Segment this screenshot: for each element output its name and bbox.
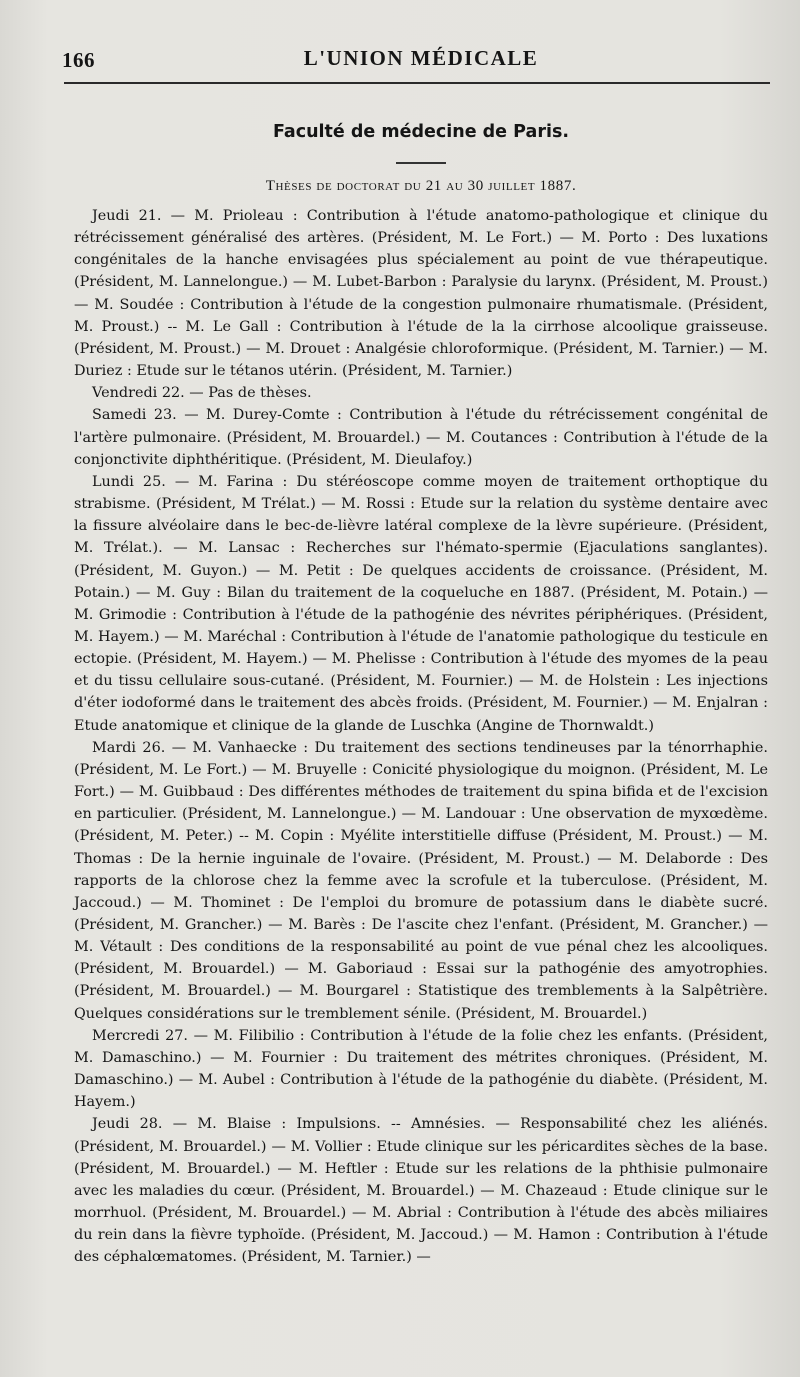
title-divider <box>396 162 446 164</box>
header-rule <box>64 82 770 84</box>
paragraph-mercredi-27: Mercredi 27. — M. Filibilio : Contribution à l'étude de la folie chez les enfants. (Président, M. Damaschino.) — M. Fournier : Du traitement des métrites chroniques. (Président, M. Damaschino.) — M. Aubel : Contribution à l'étude de la pathogénie du diabète. (Président, M. Hayem.) <box>74 1027 768 1111</box>
body-text <box>74 205 768 1269</box>
paragraph-samedi-23: Samedi 23. — M. Durey-Comte : Contribution à l'étude du rétrécissement congénital de l'artère pulmonaire. (Président, M. Brouardel.) — M. Coutances : Contribution à l'étude de la conjonctivite diphthéritique. (Président, M. Dieulafoy.) <box>74 407 768 468</box>
page-number: 166 <box>62 48 95 72</box>
paragraph-vendredi-22: Vendredi 22. — Pas de thèses. <box>92 385 312 402</box>
section-subheading: Thèses de doctorat du 21 au 30 juillet 1887. <box>265 178 577 194</box>
paragraph-jeudi-21: Jeudi 21. — M. Prioleau : Contribution à l'étude anatomo-pathologique et clinique du rétrécissement généralisé des artères. (Président, M. Le Fort.) — M. Porto : Des luxations congénitales de la hanche envisagées plus spécialement au point de vue thérapeutique. (Président, M. Lannelongue.) — M. Lubet-Barbon : Paralysie du larynx. (Président, M. Proust.) — M. Soudée : Contribution à l'étude de la congestion pulmonaire rhumatismale. (Président, M. Proust.) -- M. Le Gall : Contribution à l'étude de la la cirrhose alcoolique graisseuse. (Président, M. Proust.) — M. Drouet : Analgésie chloroformique. (Président, M. Tarnier.) — M. Duriez : Etude sur le tétanos utérin. (Président, M. Tarnier.) <box>74 208 768 380</box>
paragraph-lundi-25: Lundi 25. — M. Farina : Du stéréoscope comme moyen de traitement orthoptique du strabisme. (Président, M Trélat.) — M. Rossi : Etude sur la relation du système dentaire avec la fissure alvéolaire dans le bec-de-lièvre latéral complexe de la lèvre supérieure. (Président, M. Trélat.). — M. Lansac : Recherches sur l'hémato-spermie (Ejaculations sanglantes). (Président, M. Guyon.) — M. Petit : De quelques accidents de croissance. (Président, M. Potain.) — M. Guy : Bilan du traitement de la coqueluche en 1887. (Président, M. Potain.) — M. Grimodie : Contribution à l'étude de la pathogénie des névrites périphériques. (Président, M. Hayem.) — M. Maréchal : Contribution à l'étude de l'anatomie pathologique du testicule en ectopie. (Président, M. Hayem.) — M. Phelisse : Contribution à l'étude des myomes de la peau et du tissu cellulaire sous-cutané. (Président, M. Fournier.) — M. de Holstein : Les injections d'éter iodoformé dans le traitement des abcès froids. (Président, M. Fournier.) — M. Enjalran : Etude anatomique et clinique de la glande de Luschka (Angine de Thornwaldt.) <box>74 473 768 734</box>
journal-title: L'UNION MÉDICALE <box>303 46 539 70</box>
running-header <box>62 44 768 74</box>
paragraph-mardi-26: Mardi 26. — M. Vanhaecke : Du traitement des sections tendineuses par la ténorrhaphie. (Président, M. Le Fort.) — M. Bruyelle : Conicité physiologique du moignon. (Président, M. Le Fort.) — M. Guibbaud : Des différentes méthodes de traitement du spina bifida et de l'excision en particulier. (Président, M. Lannelongue.) — M. Landouar : Une observation de myxœdème. (Président, M. Peter.) -- M. Copin : Myélite interstitielle diffuse (Président, M. Proust.) — M. Thomas : De la hernie inguinale de l'ovaire. (Président, M. Proust.) — M. Delaborde : Des rapports de la chlorose chez la femme avec la scrofule et la tuberculose. (Président, M. Jaccoud.) — M. Thominet : De l'emploi du bromure de potassium dans le diabète sucré. (Président, M. Grancher.) — M. Barès : De l'ascite chez l'enfant. (Président, M. Grancher.) — M. Vétault : Des conditions de la responsabilité au point de vue pénal chez les alcooliques. (Président, M. Brouardel.) — M. Gaboriaud : Essai sur la pathogénie des amyotrophies. (Président, M. Brouardel.) — M. Bourgarel : Statistique des tremblements à la Salpêtrière. Quelques considérations sur le tremblement sénile. (Président, M. Brouardel.) <box>74 739 768 1022</box>
paragraph-jeudi-28: Jeudi 28. — M. Blaise : Impulsions. -- Amnésies. — Responsabilité chez les aliénés. (Président, M. Brouardel.) — M. Vollier : Etude clinique sur les péricardites sèches de la base. (Président, M. Brouardel.) — M. Heftler : Etude sur les relations de la phthisie pulmonaire avec les maladies du cœur. (Président, M. Brouardel.) — M. Chazeaud : Etude clinique sur le morrhuol. (Président, M. Brouardel.) — M. Abrial : Contribution à l'étude des abcès miliaires du rein dans la fièvre typhoïde. (Président, M. Jaccoud.) — M. Hamon : Contribution à l'étude des céphalœmatomes. (Président, M. Tarnier.) — <box>74 1116 768 1266</box>
section-title: Faculté de médecine de Paris. <box>272 122 570 142</box>
